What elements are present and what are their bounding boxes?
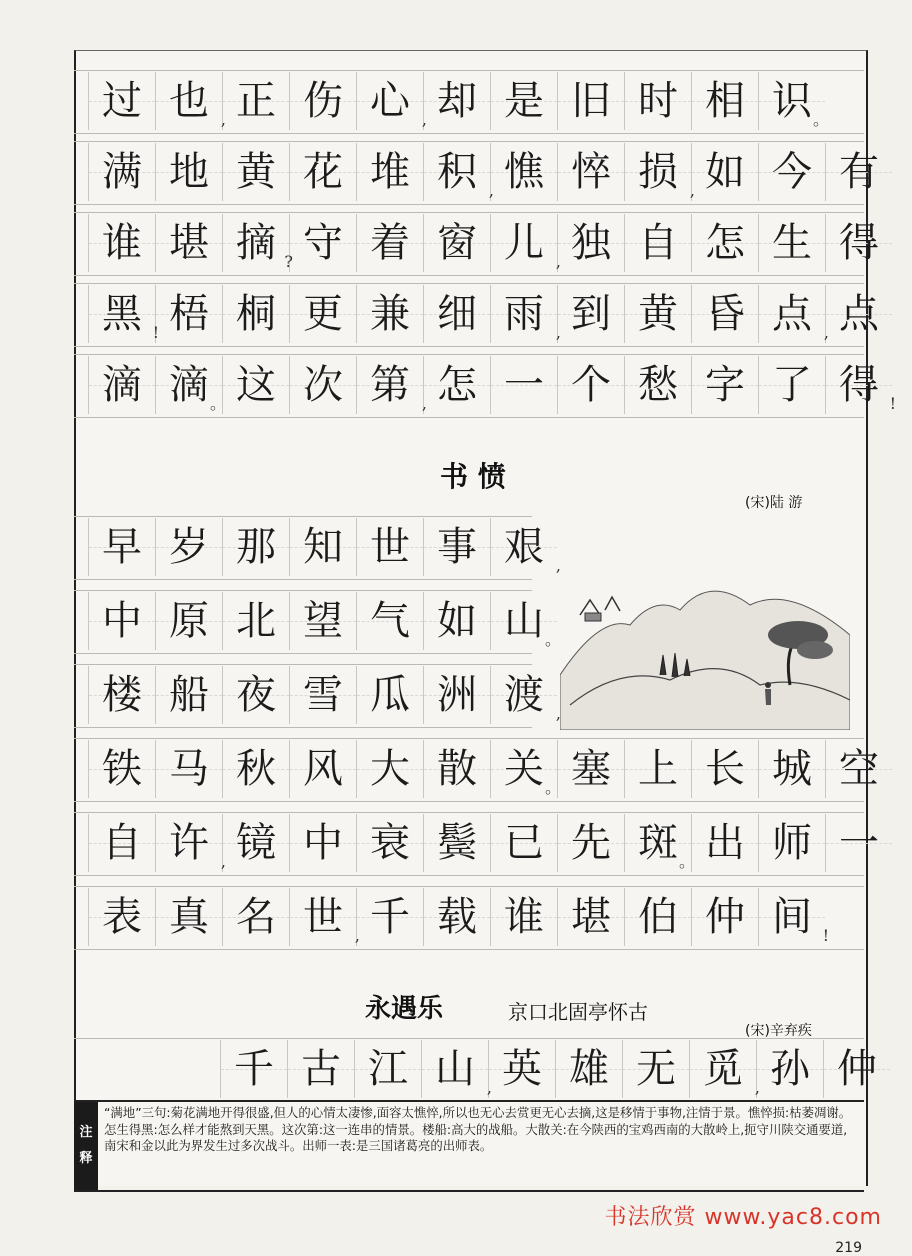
calligraphy-character: 怎 [437,362,477,408]
calligraphy-character: 许 [169,820,209,866]
calligraphy-character: 岁 [169,524,209,570]
character-cell [287,1040,354,1098]
character-cell [624,888,691,946]
calligraphy-character: 黑 [102,291,142,337]
punctuation-mark: ! [152,323,159,342]
calligraphy-character: 损 [638,149,678,195]
punctuation-mark: , [689,181,695,200]
character-cell [222,143,289,201]
character-cell [155,72,226,130]
character-cell [423,592,490,650]
calligraphy-character: 生 [772,220,812,266]
character-cell [423,356,490,414]
calligraphy-character: 江 [368,1046,408,1092]
character-cell [490,518,561,576]
character-cell [488,1040,555,1098]
character-cell [756,1040,823,1098]
calligraphy-character: 夜 [236,672,276,718]
character-cell [691,356,758,414]
calligraphy-character: 地 [169,149,209,195]
calligraphy-character: 山 [435,1046,475,1092]
character-cell [289,518,356,576]
punctuation-mark: , [823,323,829,342]
poem2-row [74,666,561,724]
calligraphy-character: 出 [705,820,745,866]
calligraphy-character: 也 [169,78,209,124]
character-cell [356,356,427,414]
notes-text: “满地”三句:菊花满地开得很盛,但人的心情太凄惨,面容太憔悴,所以也无心去赏更无心去摘,这是移情于事物,注情于景。憔悴损:枯萎凋谢。怎生得黑:怎么样才能熬到天黑。这次第:这一连串的情景。楼船:高大的战船。大散关:在今陕西的宝鸡西南的大散岭上,扼守川陕交通要道,南宋和金以此为界发生过多次战斗。出师一表:是三国诸葛亮的出师表。 [104,1105,852,1153]
calligraphy-character: 心 [370,78,410,124]
calligraphy-character: 时 [638,78,678,124]
calligraphy-character: 满 [102,149,142,195]
calligraphy-character: 个 [571,362,611,408]
character-cell [423,666,490,724]
character-cell [624,356,691,414]
character-cell [758,143,825,201]
character-cell [557,72,624,130]
character-cell [758,356,825,414]
character-cell [222,888,289,946]
punctuation-mark: ! [889,394,896,413]
calligraphy-character: 渡 [504,672,544,718]
character-cell [222,214,293,272]
character-cell [222,814,289,872]
character-cell [356,814,423,872]
character-cell [155,814,226,872]
character-cell [691,888,758,946]
punctuation-mark: 。 [544,630,561,649]
calligraphy-character: 名 [236,894,276,940]
poem1-row [74,214,892,272]
calligraphy-character: 空 [839,746,879,792]
calligraphy-character: 城 [772,746,812,792]
character-cell [289,285,356,343]
calligraphy-character: 师 [772,820,812,866]
punctuation-mark: ? [284,252,293,271]
calligraphy-character: 关 [504,746,544,792]
character-cell [88,592,155,650]
poem2-row [74,740,892,798]
calligraphy-character: 马 [169,746,209,792]
character-cell [356,888,423,946]
character-cell [289,356,356,414]
character-cell [490,814,557,872]
calligraphy-character: 雄 [569,1046,609,1092]
calligraphy-character: 艰 [504,524,544,570]
punctuation-mark: 。 [544,778,561,797]
character-cell [691,143,758,201]
poem3-row [74,1040,890,1098]
character-cell [490,356,557,414]
notes-label-char: 注 [79,1124,93,1140]
poem1-row [74,285,892,343]
calligraphy-character: 先 [571,820,611,866]
character-cell [825,214,892,272]
punctuation-mark: , [555,323,561,342]
character-cell [557,740,624,798]
character-cell [758,214,825,272]
character-cell [88,666,155,724]
character-cell [624,740,691,798]
calligraphy-character: 得 [839,220,879,266]
character-cell [555,1040,622,1098]
character-cell [423,143,494,201]
calligraphy-character: 花 [303,149,343,195]
calligraphy-character: 中 [102,598,142,644]
calligraphy-character: 黄 [236,149,276,195]
character-cell [423,72,490,130]
character-cell [557,356,624,414]
character-cell [356,518,423,576]
character-cell [356,72,427,130]
character-cell [289,143,356,201]
calligraphy-character: 今 [772,149,812,195]
punctuation-mark: , [555,252,561,271]
poem1-row [74,72,829,130]
poem2-row [74,888,829,946]
calligraphy-character: 愁 [638,362,678,408]
punctuation-mark: , [486,1078,492,1097]
calligraphy-character: 次 [303,362,343,408]
calligraphy-character: 事 [437,524,477,570]
poem2-row [74,592,561,650]
calligraphy-character: 点 [839,291,879,337]
punctuation-mark: , [220,852,226,871]
character-cell [691,285,758,343]
calligraphy-character: 桐 [236,291,276,337]
calligraphy-character: 第 [370,362,410,408]
character-cell [289,814,356,872]
punctuation-mark: 。 [209,394,226,413]
character-cell [222,356,289,414]
calligraphy-character: 古 [301,1046,341,1092]
character-cell [689,1040,760,1098]
character-cell [825,740,892,798]
character-cell [88,740,155,798]
character-cell [825,285,892,343]
calligraphy-character: 觅 [703,1046,743,1092]
character-cell [758,285,829,343]
punctuation-mark: , [555,556,561,575]
character-cell [557,285,624,343]
calligraphy-character: 长 [705,746,745,792]
landscape-illustration [560,555,850,730]
calligraphy-character: 仲 [705,894,745,940]
calligraphy-character: 瓜 [370,672,410,718]
calligraphy-character: 间 [772,894,812,940]
calligraphy-character: 憔 [504,149,544,195]
character-cell [624,72,691,130]
calligraphy-character: 表 [102,894,142,940]
character-cell [222,592,289,650]
character-cell [356,285,423,343]
character-cell [88,888,155,946]
calligraphy-character: 鬓 [437,820,477,866]
character-cell [624,285,691,343]
calligraphy-character: 更 [303,291,343,337]
calligraphy-character: 北 [236,598,276,644]
calligraphy-character: 那 [236,524,276,570]
character-cell [155,888,222,946]
character-cell [423,285,490,343]
calligraphy-character: 谁 [102,220,142,266]
calligraphy-character: 梧 [169,291,209,337]
character-cell [289,666,356,724]
character-cell [825,814,892,872]
calligraphy-character: 窗 [437,220,477,266]
character-cell [356,666,423,724]
punctuation-mark: ! [822,926,829,945]
character-cell [825,143,892,201]
calligraphy-character: 船 [169,672,209,718]
calligraphy-character: 孙 [770,1046,810,1092]
calligraphy-character: 字 [705,362,745,408]
calligraphy-character: 千 [234,1046,274,1092]
punctuation-mark: , [421,110,427,129]
character-cell [155,214,222,272]
character-cell [624,214,691,272]
calligraphy-character: 如 [437,598,477,644]
calligraphy-character: 这 [236,362,276,408]
calligraphy-character: 旧 [571,78,611,124]
calligraphy-character: 无 [636,1046,676,1092]
poem2-author: (宋)陆 游 [745,495,803,511]
calligraphy-character: 铁 [102,746,142,792]
calligraphy-character: 塞 [571,746,611,792]
character-cell [421,1040,492,1098]
character-cell [758,888,829,946]
calligraphy-character: 细 [437,291,477,337]
calligraphy-character: 雨 [504,291,544,337]
character-cell [758,740,825,798]
calligraphy-character: 千 [370,894,410,940]
character-cell [490,143,557,201]
punctuation-mark: 。 [812,110,829,129]
character-cell [557,143,624,201]
calligraphy-character: 得 [839,362,879,408]
character-cell [88,518,155,576]
calligraphy-character: 世 [370,524,410,570]
calligraphy-character: 世 [303,894,343,940]
calligraphy-character: 识 [772,78,812,124]
annotation-box [74,1100,864,1192]
calligraphy-character: 望 [303,598,343,644]
character-cell [823,1040,890,1098]
punctuation-mark: , [555,704,561,723]
calligraphy-character: 中 [303,820,343,866]
calligraphy-character: 正 [236,78,276,124]
calligraphy-character: 相 [705,78,745,124]
calligraphy-character: 过 [102,78,142,124]
calligraphy-character: 滴 [169,362,209,408]
character-cell [423,214,490,272]
calligraphy-character: 滴 [102,362,142,408]
calligraphy-character: 摘 [236,220,276,266]
character-cell [152,285,222,343]
character-cell [88,214,155,272]
calligraphy-character: 楼 [102,672,142,718]
calligraphy-character: 知 [303,524,343,570]
calligraphy-character: 悴 [571,149,611,195]
character-cell [155,666,222,724]
character-cell [691,214,758,272]
character-cell [155,518,222,576]
character-cell [691,740,758,798]
character-cell [88,143,155,201]
character-cell [222,740,289,798]
calligraphy-character: 一 [839,820,879,866]
character-cell [490,592,561,650]
notes-label [74,1102,98,1190]
calligraphy-character: 堆 [370,149,410,195]
calligraphy-character: 积 [437,149,477,195]
calligraphy-character: 洲 [437,672,477,718]
character-cell [289,72,356,130]
page-number: 219 [835,1240,862,1256]
calligraphy-character: 兼 [370,291,410,337]
calligraphy-character: 山 [504,598,544,644]
calligraphy-character: 早 [102,524,142,570]
punctuation-mark: , [220,110,226,129]
calligraphy-character: 雪 [303,672,343,718]
character-cell [622,1040,689,1098]
punctuation-mark: , [754,1078,760,1097]
calligraphy-character: 斑 [638,820,678,866]
character-cell [155,592,222,650]
calligraphy-character: 着 [370,220,410,266]
punctuation-mark: , [354,926,360,945]
punctuation-mark: , [488,181,494,200]
calligraphy-character: 守 [303,220,343,266]
calligraphy-character: 黄 [638,291,678,337]
character-cell [490,666,561,724]
calligraphy-character: 谁 [504,894,544,940]
calligraphy-character: 一 [504,362,544,408]
character-cell [155,143,222,201]
punctuation-mark: , [421,394,427,413]
calligraphy-character: 大 [370,746,410,792]
character-cell [289,888,360,946]
character-cell [356,740,423,798]
character-cell [624,814,695,872]
character-cell [222,285,289,343]
calligraphy-character: 载 [437,894,477,940]
watermark-text: 书法欣赏 www.yac8.com [604,1205,882,1230]
calligraphy-character: 堪 [571,894,611,940]
character-cell [758,814,825,872]
poem2-row [74,518,561,576]
character-cell [624,143,695,201]
character-cell [356,592,423,650]
poem1-row [74,143,892,201]
calligraphy-character: 伤 [303,78,343,124]
character-cell [220,1040,287,1098]
character-cell [155,740,222,798]
character-cell [825,356,896,414]
calligraphy-character: 自 [102,820,142,866]
character-cell [423,518,490,576]
character-cell [557,888,624,946]
poem3-title: 永遇乐 [365,994,444,1024]
calligraphy-character: 点 [772,291,812,337]
calligraphy-character: 怎 [705,220,745,266]
notes-label-char: 释 [79,1151,93,1166]
character-cell [691,814,758,872]
character-cell [423,888,490,946]
calligraphy-character: 自 [638,220,678,266]
character-cell [289,592,356,650]
calligraphy-character: 是 [504,78,544,124]
calligraphy-character: 了 [772,362,812,408]
calligraphy-character: 镜 [236,820,276,866]
character-cell [88,285,159,343]
character-cell [222,72,289,130]
poem2-row [74,814,892,872]
character-cell [557,214,624,272]
character-cell [356,143,423,201]
character-cell [490,285,561,343]
calligraphy-character: 气 [370,598,410,644]
calligraphy-character: 已 [504,820,544,866]
calligraphy-character: 伯 [638,894,678,940]
calligraphy-character: 仲 [837,1046,877,1092]
character-cell [423,814,490,872]
character-cell [557,814,624,872]
calligraphy-character: 独 [571,220,611,266]
calligraphy-character: 却 [437,78,477,124]
calligraphy-character: 到 [571,291,611,337]
character-cell [88,356,155,414]
character-cell [354,1040,421,1098]
character-cell [155,356,226,414]
character-cell [88,814,155,872]
calligraphy-character: 儿 [504,220,544,266]
calligraphy-character: 英 [502,1046,542,1092]
character-cell [356,214,423,272]
character-cell [490,888,557,946]
character-cell [490,740,561,798]
calligraphy-character: 如 [705,149,745,195]
calligraphy-character: 秋 [236,746,276,792]
calligraphy-character: 上 [638,746,678,792]
character-cell [423,740,490,798]
calligraphy-character: 堪 [169,220,209,266]
character-cell [490,72,557,130]
character-cell [289,740,356,798]
calligraphy-character: 风 [303,746,343,792]
calligraphy-character: 昏 [705,291,745,337]
character-cell [88,72,155,130]
character-cell [490,214,561,272]
character-cell [289,214,356,272]
calligraphy-character: 衰 [370,820,410,866]
punctuation-mark: 。 [678,852,695,871]
character-cell [222,518,289,576]
poem3-author: (宋)辛弃疾 [745,1023,812,1039]
calligraphy-character: 散 [437,746,477,792]
character-cell [222,666,289,724]
character-cell [758,72,829,130]
poem1-row [74,356,896,414]
calligraphy-character: 真 [169,894,209,940]
poem2-title: 书 愤 [440,460,506,493]
calligraphy-character: 有 [839,149,879,195]
character-cell [691,72,758,130]
poem3-subtitle: 京口北固亭怀古 [508,1000,648,1024]
calligraphy-character: 原 [169,598,209,644]
